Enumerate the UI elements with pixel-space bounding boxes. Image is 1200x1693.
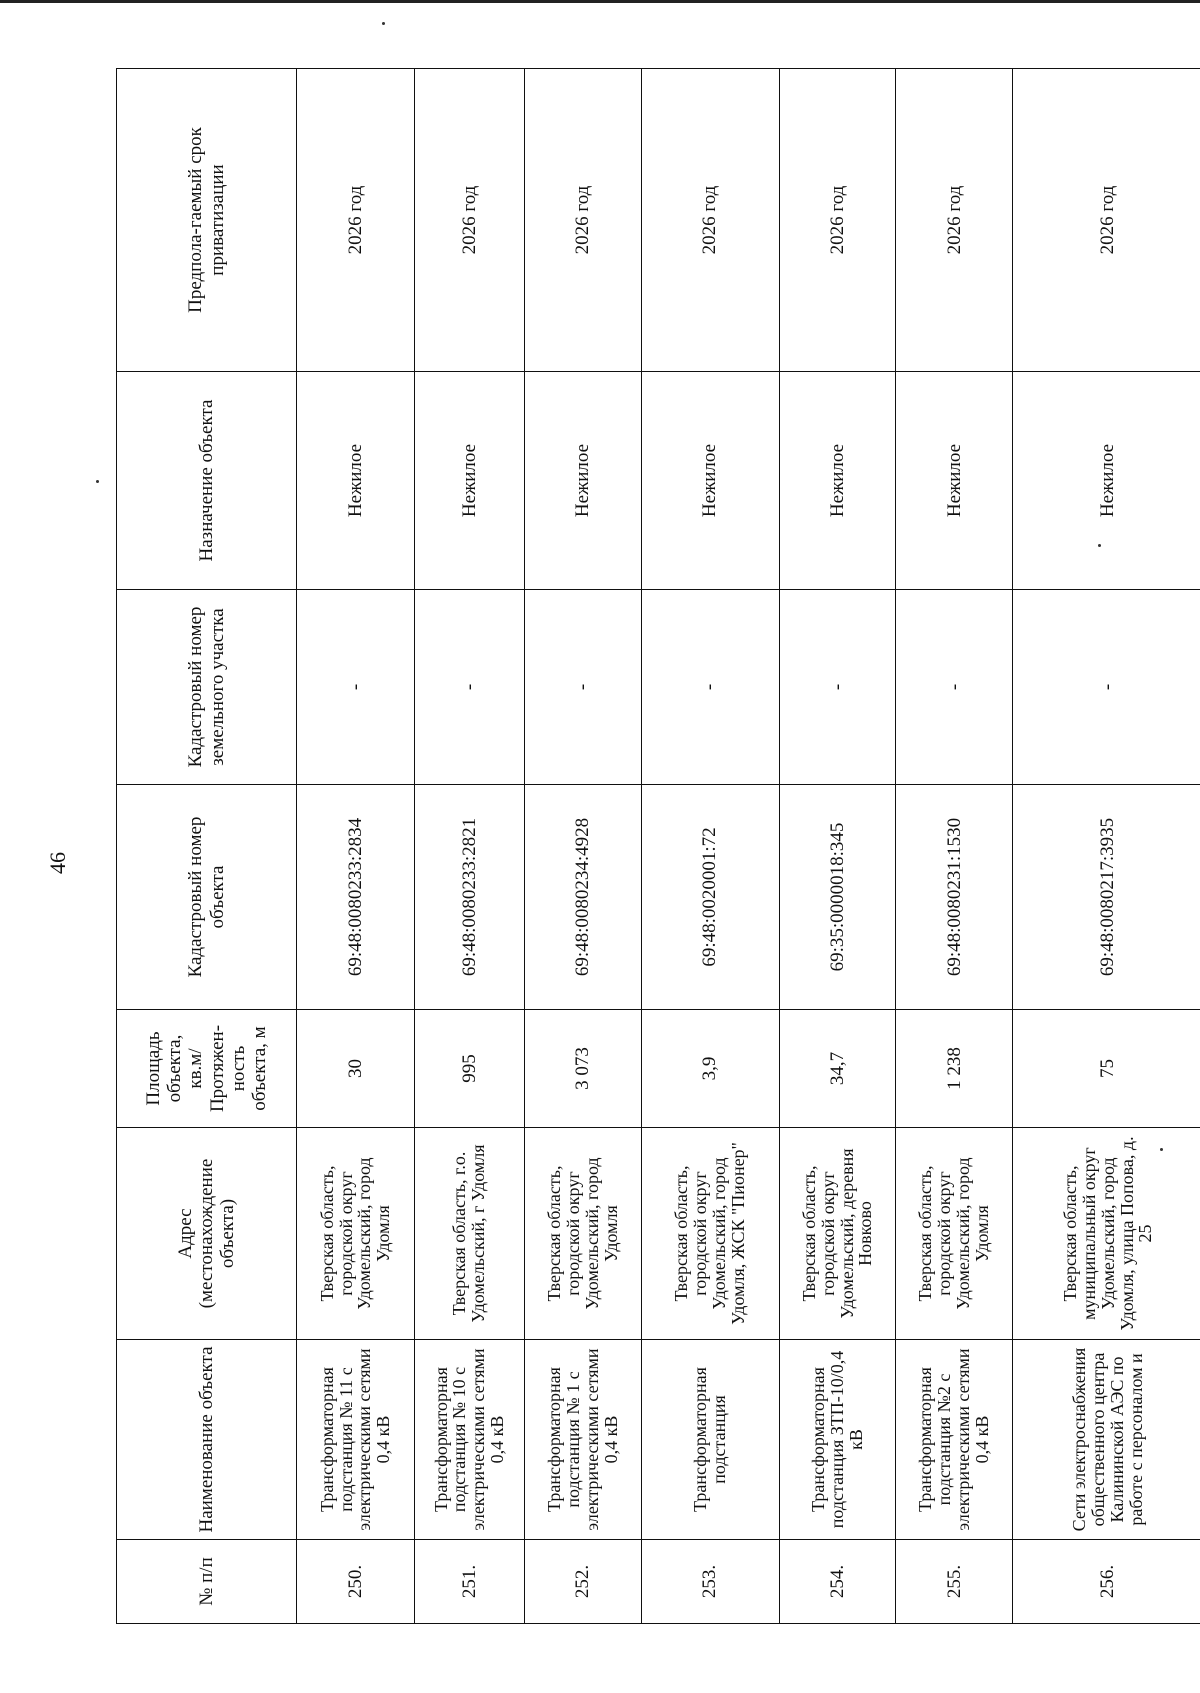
cell-name: Трансформаторная подстанция № 1 с электрическими сетями 0,4 кВ <box>524 1340 641 1540</box>
header-cadastral: Кадастровый номер объекта <box>117 785 297 1010</box>
cell-cadastral: 69:48:0020001:72 <box>641 785 779 1010</box>
cell-area: 3 073 <box>524 1010 641 1128</box>
cell-term: 2026 год <box>414 69 524 372</box>
cell-purpose: Нежилое <box>641 372 779 590</box>
cell-num: 251. <box>414 1540 524 1624</box>
cell-name: Трансформаторная подстанция ЗТП-10/0,4 кВ <box>779 1340 896 1540</box>
cell-cadastral: 69:35:0000018:345 <box>779 785 896 1010</box>
cell-cadastral: 69:48:0080233:2821 <box>414 785 524 1010</box>
rotated-table-container <box>116 69 1200 1624</box>
cell-purpose: Нежилое <box>297 372 415 590</box>
table-row <box>779 69 896 1624</box>
cell-num: 253. <box>641 1540 779 1624</box>
scan-edge-line <box>0 0 1200 3</box>
scan-speck <box>96 480 99 483</box>
cell-area: 995 <box>414 1010 524 1128</box>
cell-num: 256. <box>1013 1540 1200 1624</box>
cell-address: Тверская область, городской округ Удомельский, город Удомля <box>297 1128 415 1340</box>
table-row <box>524 69 641 1624</box>
cell-land: - <box>524 590 641 785</box>
cell-area: 75 <box>1013 1010 1200 1128</box>
table-row <box>641 69 779 1624</box>
privatization-table <box>116 68 1200 1624</box>
cell-address: Тверская область, муниципальный округ Удомельский, город Удомля, улица Попова, д. 25 <box>1013 1128 1200 1340</box>
cell-num: 254. <box>779 1540 896 1624</box>
cell-term: 2026 год <box>524 69 641 372</box>
cell-land: - <box>641 590 779 785</box>
header-term: Предпола-гаемый срок приватизации <box>117 69 297 372</box>
cell-purpose: Нежилое <box>414 372 524 590</box>
header-name: Наименование объекта <box>117 1340 297 1540</box>
cell-name: Трансформаторная подстанция № 11 с электрическими сетями 0,4 кВ <box>297 1340 415 1540</box>
cell-area: 1 238 <box>896 1010 1013 1128</box>
cell-name: Трансформаторная подстанция №2 с электрическими сетями 0,4 кВ <box>896 1340 1013 1540</box>
cell-land: - <box>297 590 415 785</box>
cell-land: - <box>414 590 524 785</box>
cell-cadastral: 69:48:0080231:1530 <box>896 785 1013 1010</box>
cell-cadastral: 69:48:0080217:3935 <box>1013 785 1200 1010</box>
table-header-row <box>117 69 297 1624</box>
cell-land: - <box>896 590 1013 785</box>
header-land: Кадастровый номер земельного участка <box>117 590 297 785</box>
cell-land: - <box>779 590 896 785</box>
cell-name: Сети электроснабжения общественного центра Калининской АЭС по работе с персоналом и <box>1013 1340 1200 1540</box>
cell-cadastral: 69:48:0080233:2834 <box>297 785 415 1010</box>
header-purpose: Назначение объекта <box>117 372 297 590</box>
cell-term: 2026 год <box>896 69 1013 372</box>
cell-address: Тверская область, городской округ Удомельский, деревня Новково <box>779 1128 896 1340</box>
cell-purpose: Нежилое <box>896 372 1013 590</box>
cell-term: 2026 год <box>779 69 896 372</box>
header-area: Площадь объекта, кв.м/ Протяжен-ность объекта, м <box>117 1010 297 1128</box>
cell-num: 255. <box>896 1540 1013 1624</box>
cell-address: Тверская область, городской округ Удомельский, город Удомля <box>524 1128 641 1340</box>
table-row <box>1013 69 1200 1624</box>
cell-term: 2026 год <box>641 69 779 372</box>
table-row <box>414 69 524 1624</box>
cell-address: Тверская область, городской округ Удомельский, город Удомля, ЖСК "Пионер" <box>641 1128 779 1340</box>
cell-purpose: Нежилое <box>524 372 641 590</box>
cell-term: 2026 год <box>1013 69 1200 372</box>
table-row <box>297 69 415 1624</box>
cell-land: - <box>1013 590 1200 785</box>
header-address: Адрес (местонахождение объекта) <box>117 1128 297 1340</box>
cell-purpose: Нежилое <box>779 372 896 590</box>
header-num: № п/п <box>117 1540 297 1624</box>
cell-area: 3,9 <box>641 1010 779 1128</box>
cell-address: Тверская область, г.о. Удомельский, г Удомля <box>414 1128 524 1340</box>
scan-speck <box>382 22 385 25</box>
cell-term: 2026 год <box>297 69 415 372</box>
cell-address: Тверская область, городской округ Удомельский, город Удомля <box>896 1128 1013 1340</box>
cell-cadastral: 69:48:0080234:4928 <box>524 785 641 1010</box>
cell-area: 34,7 <box>779 1010 896 1128</box>
cell-purpose: Нежилое <box>1013 372 1200 590</box>
cell-num: 252. <box>524 1540 641 1624</box>
cell-name: Трансформаторная подстанция № 10 с электрическими сетями 0,4 кВ <box>414 1340 524 1540</box>
cell-num: 250. <box>297 1540 415 1624</box>
cell-area: 30 <box>297 1010 415 1128</box>
cell-name: Трансформаторная подстанция <box>641 1340 779 1540</box>
table-row <box>896 69 1013 1624</box>
page-number: 46 <box>45 852 70 874</box>
